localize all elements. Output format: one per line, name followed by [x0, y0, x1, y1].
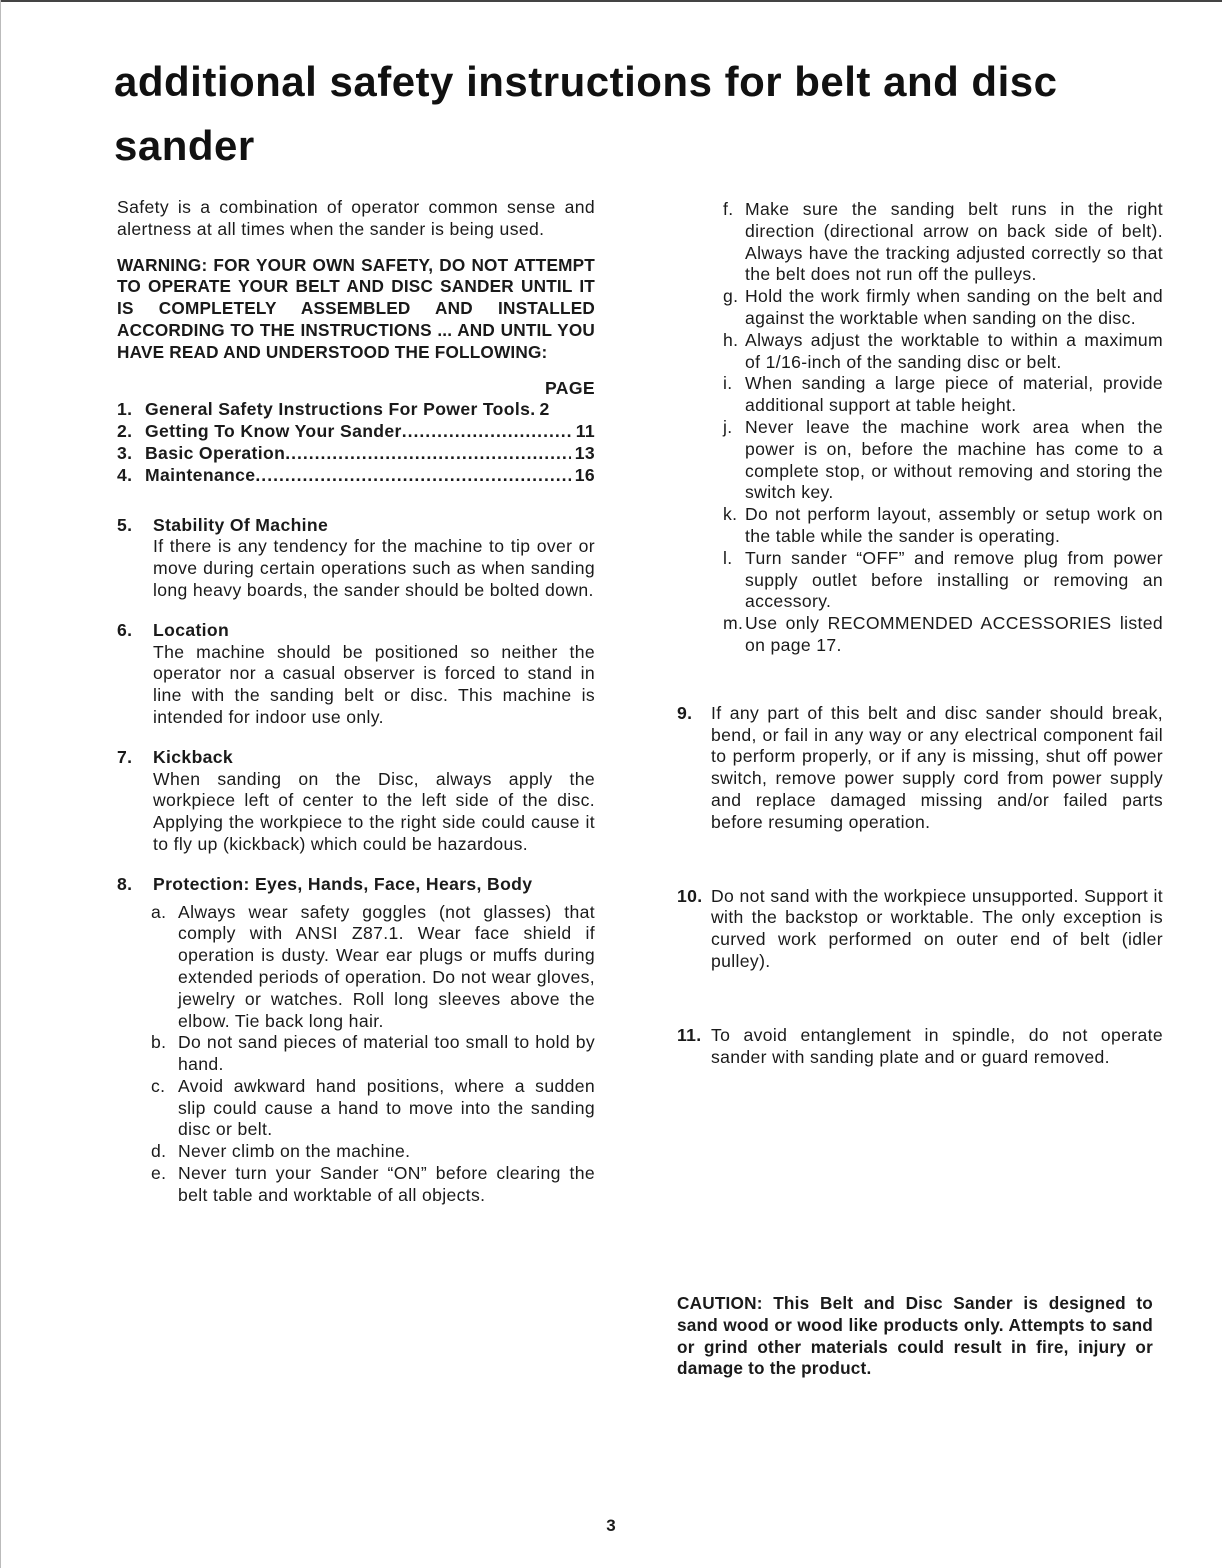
list-item [677, 417, 1163, 504]
item-text: Use only RECOMMENDED ACCESSORIES listed on page 17. [745, 613, 1163, 655]
item-letter: a. [151, 901, 167, 922]
list-item [151, 1076, 595, 1141]
item-text: Never climb on the machine. [178, 1141, 411, 1162]
list-item [677, 330, 1163, 374]
toc-entry-number: 4. [117, 464, 133, 485]
section-title: Stability Of Machine [153, 514, 329, 535]
list-item [677, 286, 1163, 330]
item-letter: l. [723, 547, 733, 568]
list-item [677, 199, 1163, 286]
list-item [151, 1163, 595, 1207]
toc-leader-dots [402, 421, 572, 443]
list-item [677, 548, 1163, 613]
section-body: If any part of this belt and disc sander should break, bend, or fail in any way or any electrical component fail to perform properly, or if any is missing, shut off power switch, remove power supply cord from power supply and replace damaged missing and/or failed parts before resuming operation. [711, 702, 1163, 832]
item-letter: b. [151, 1032, 167, 1053]
table-of-contents [117, 399, 595, 486]
caution-notice: CAUTION: This Belt and Disc Sander is designed to sand wood or wood like products only. Attempts to sand or grind other materials could result in fire, injury or damage to the product. [677, 1293, 1153, 1379]
toc-entry-page: 11 [575, 421, 595, 442]
item-letter: h. [723, 329, 739, 350]
protection-list [151, 902, 595, 1207]
section-body: To avoid entanglement in spindle, do not operate sander with sanding plate and or guard removed. [711, 1024, 1163, 1067]
section-body: Do not sand with the workpiece unsupported. Support it with the backstop or worktable. The only exception is curved work performed on outer end of belt (idler pulley). [711, 885, 1163, 971]
section-title: Location [153, 619, 230, 640]
section-kickback [117, 747, 595, 856]
section-location [117, 620, 595, 729]
page-title: additional safety instructions for belt and disc sander [114, 58, 1058, 169]
list-item [677, 504, 1163, 548]
section-title: Protection: Eyes, Hands, Face, Hears, Body [153, 873, 533, 894]
toc-leader-dots [285, 443, 571, 465]
item-text: Never leave the machine work area when the power is on, before the machine has come to a complete stop, or without removing and storing the switch key. [745, 416, 1163, 503]
item-text: Always adjust the worktable to within a maximum of 1/16-inch of the sanding disc or belt. [745, 329, 1163, 372]
toc-entry-label: Getting To Know Your Sander [145, 421, 402, 442]
toc-entry-number: 1. [117, 399, 133, 420]
item-text: Do not perform layout, assembly or setup work on the table while the sander is operating. [745, 504, 1163, 546]
toc-entry-page: 16 [574, 464, 595, 485]
section-number: 8. [117, 873, 133, 894]
section-damaged-parts [677, 703, 1163, 834]
item-text: Turn sander “OFF” and remove plug from power supply outlet before installing or removing an accessory. [745, 547, 1163, 612]
section-stability [117, 515, 595, 602]
item-text: When sanding a large piece of material, provide additional support at table height. [745, 373, 1163, 416]
toc-page-label: PAGE [545, 377, 595, 398]
section-number: 5. [117, 514, 133, 535]
section-number: 6. [117, 619, 133, 640]
section-body: If there is any tendency for the machine to tip over or move during certain operations such as when sanding long heavy boards, the sander should be bolted down. [153, 536, 595, 600]
list-item [677, 613, 1163, 657]
section-heading [117, 874, 595, 896]
item-text: Always wear safety goggles (not glasses) that comply with ANSI Z87.1. Wear face shield if operation is dusty. Wear ear plugs or muffs during extended periods of operation. Do not wear gloves, jewelry or watches. Roll long sleeves above the elbow. Tie back long hair. [178, 901, 595, 1031]
item-text: Do not sand pieces of material too small to hold by hand. [178, 1032, 595, 1075]
toc-entry-number: 2. [117, 421, 133, 442]
item-letter: d. [151, 1141, 167, 1162]
protection-list-continued [677, 199, 1163, 657]
item-text: Never turn your Sander “ON” before clearing the belt table and worktable of all objects. [178, 1163, 595, 1205]
item-letter: g. [723, 286, 739, 307]
section-unsupported-workpiece [677, 886, 1163, 973]
toc-entry [117, 421, 595, 443]
section-heading [117, 515, 595, 537]
list-item [151, 1032, 595, 1076]
section-number: 9. [677, 702, 693, 723]
toc-entry-page: 13 [574, 442, 595, 463]
toc-entry [117, 465, 595, 487]
toc-entry [117, 399, 595, 421]
toc-entry-label: Maintenance [145, 464, 256, 485]
section-heading [117, 747, 595, 769]
list-item [151, 1141, 595, 1163]
left-border-line [0, 0, 1, 1568]
section-title: Kickback [153, 746, 234, 767]
toc-entry-label: Basic Operation [145, 442, 286, 463]
page-number: 3 [606, 1516, 616, 1535]
item-letter: i. [723, 373, 733, 394]
toc-entry-label: General Safety Instructions For Power Tools. [145, 399, 536, 420]
toc-entry-page: 2 [539, 399, 550, 420]
section-body: When sanding on the Disc, always apply the workpiece left of center to the left side of the disc. Applying the workpiece to the right side could cause it to fly up (kickback) which could be hazardous. [153, 768, 595, 854]
section-body: The machine should be positioned so neither the operator nor a casual observer is forced to stand in line with the sanding belt or disc. This machine is intended for indoor use only. [153, 641, 595, 727]
item-letter: f. [723, 199, 734, 219]
section-entanglement [677, 1025, 1163, 1069]
section-protection [117, 874, 595, 1207]
toc-leader-dots [255, 465, 570, 487]
toc-entry-number: 3. [117, 442, 133, 463]
item-text: Hold the work firmly when sanding on the belt and against the worktable when sanding on the disc. [745, 286, 1163, 328]
intro-paragraph: Safety is a combination of operator common sense and alertness at all times when the sander is being used. [117, 197, 595, 239]
section-number: 11. [677, 1024, 702, 1045]
toc-entry [117, 443, 595, 465]
list-item [677, 373, 1163, 417]
left-column [117, 197, 595, 1225]
section-number: 10. [677, 885, 703, 906]
list-item [151, 902, 595, 1033]
warning-paragraph: WARNING: FOR YOUR OWN SAFETY, DO NOT ATTEMPT TO OPERATE YOUR BELT AND DISC SANDER UNTIL IT IS COMPLETELY ASSEMBLED AND INSTALLED ACCORDING TO THE INSTRUCTIONS ... AND UNTIL YOU HAVE READ AND UNDERSTOOD THE FOLLOWING: [117, 254, 595, 362]
section-heading [117, 620, 595, 642]
item-letter: j. [723, 416, 733, 437]
right-column [677, 199, 1163, 1068]
item-letter: e. [151, 1163, 167, 1184]
top-border-line [0, 0, 1222, 2]
item-text: Avoid awkward hand positions, where a sudden slip could cause a hand to move into the sanding disc or belt. [178, 1075, 595, 1140]
item-letter: c. [151, 1075, 166, 1096]
item-text: Make sure the sanding belt runs in the right direction (directional arrow on back side of belt). Always have the tracking adjusted correctly so that the belt does not run off the pulleys. [745, 199, 1163, 285]
item-letter: k. [723, 504, 738, 525]
section-number: 7. [117, 746, 133, 767]
item-letter: m. [723, 613, 744, 634]
